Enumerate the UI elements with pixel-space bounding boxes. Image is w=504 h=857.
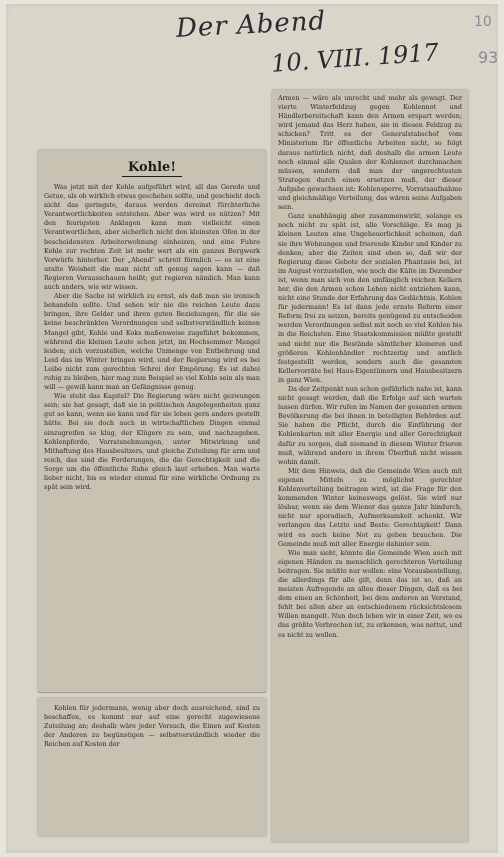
paragraph: Kohlen für jedermann, wenig aber doch ausreichend, sind zu beschaffen, es kommt nur auf eine gerecht zugewiesene Zuteilung an; deshalb wäre jeder Versuch, die Einen auf Kosten der Anderen zu begünstigen — selbstverständlich wieder die Reichen auf Kosten der	[44, 704, 260, 749]
paragraph: Armen — wäre als unrecht und mehr als gewagt. Der vierte Winterfeldzug gegen Kohlennot und Händlerbereitschaft kann den Armen erspart werden; wird jemand das Herz haben, sie in diesen Feldzug zu schicken? Tritt es der Generalstabschef vom Ministerium für öffentliche Arbeiten nicht, so folgt daraus natürlich nicht, daß deshalb die armen Leute noch einmal alle Qualen der Kohlennot durchmachen müssen, sondern daß man der ungerechtesten Strategen durch einen ersetzen muß, der dieser Aufgabe gewachsen ist: Kohlensperre, Vorratsaufnahme und gleichmäßige Verteilung, das wären seine Aufgaben sein.	[278, 94, 462, 212]
newspaper-name-handwritten: Der Abend	[175, 6, 327, 44]
paragraph: Aber die Sache ist wirklich zu ernst, als daß man sie ironisch behandeln sollte. Und sehen wir nie die reichen Leute dazu bringen, ihre Gelder und ihren guten Beziehungen, für die sie keine beschränkten Verordnungen und selbstverständlich keinen Mangel gibt, Kohle und Koks maßenweise zugeführt bekommen, während die kleinen Leute schon jetzt, im Hochsommer Mangel leiden; sich vorzustellen, welche Unmenge von Entbehrung und Leid das im Winter bringen wird, und der Regierung wird es bei Leibe nicht zum gerechten Schrei der Empörung. Es ist dabei ruhig zu bleiben, hier mag zum Beispiel so viel Kohle sein als man will — gewiß kann man an Gefängnisse genug.	[44, 292, 260, 392]
article-body-left-top	[38, 183, 266, 492]
column-divider	[38, 692, 266, 693]
article-body-left-bottom	[38, 698, 266, 749]
article-body-right	[272, 90, 468, 640]
paragraph: Wie man sieht, könnte die Gemeinde Wien auch mit eigenen Händen zu menschlich gerechteren Verteilung beitragen. Sie müßte nur wollen: eine Vorausbestellung, die allerdings für alle gilt, denn das ist so, daß an meisten Aufregende an allen dieser Dingen, daß es bei dem einen an Schönheit, bei dem anderen an Verstand, fehlt bei allen aber an entschiedenem rücksichtslosem Willen mangelt. Nun doch leben wir in einer Zeit, wo es das größte Verbrechen ist, zu erkennen, was nottut, und es nicht zu wollen.	[278, 548, 462, 639]
paragraph: Da der Zeitpunkt nun schon gefährlich nahe ist, kann nicht gesagt werden, daß die Erfolge auf sich warten lassen dürfen. Wir rufen im Namen der gesamten armen Bevölkerung die bei ihnen in beteiligten Behörden auf. Sie haben die Pflicht, durch die Einführung der Kohlenkarten mit aller Energie und aller Gerechtigkeit dafür zu sorgen, daß niemand in diesem Winter frieren muß, während andere in ihrem Überfluß nicht wissen wohin damit.	[278, 385, 462, 466]
clipping-column-left-bottom	[38, 698, 266, 836]
paragraph: Was jetzt mit der Kohle aufgeführt wird, all das Gerede und Getue, als ob wirklich etwas geschehen sollte, und geschieht doch nicht das geringste, daraus werden dereinst fürchterliche Verantwortlichkeiten entstehen. Aber was wird es nützen? Mit den feurigsten Anklagen kann man vielleicht einen Verantwortlichen, aber sicherlich nicht den kleinsten Ofen in der bescheidensten Arbeiterwohnung einheizen, und eine Fuhre Kohle zur rechten Zeit ist mehr wert als ein ganzes Bergwerk Vorwürfe hinterher. Der „Abend“ schreit förmlich — es ist eine uralte Weisheit die man nicht oft genug sagen kann — daß Regieren Vorausschauen heißt; gut regieren nämlich. Man kann auch anders, wie wir wissen.	[44, 183, 260, 292]
date-handwritten: 10. VIII. 1917	[270, 38, 440, 78]
article-title	[38, 160, 266, 177]
paragraph: Mit dem Hinweis, daß die Gemeinde Wien auch mit eigenen Mitteln zu möglichst gerechter Kohlenverteilung beitragen wird, ist die Frage für den kommenden Winter keineswegs gelöst. Sie wird nur lösbar, wenn sie dem Wiener das ganze Jahr hindurch, nicht nur sporadisch, Aufmerksamkeit schenkt. Wir verlangen das Letzte und Beste: Gerechtigkeit! Dann wird es auch keine Not zu geben brauchen. Die Gemeinde muß mit aller Energie dahinter sein.	[278, 466, 462, 548]
paragraph: Ganz unabhängig aber zusammenwirkt, solange es noch nicht zu spät ist, alle Vorschläge. Es mag ja kleinen Leuten eine Ungeheuerlichkeit scheinen, daß sie ihre Wohnungen und frierende Kinder und Kinder zu denken; aber die Zeiten sind eben so, daß wir der Regierung diese Gebote der sozialen Phantasie bei, ist im August vorzustellen, wie noch die Kälte im Dezember ist, wenn man sich von den umfänglich reichen Kellern her, die den Armen schon Leben nicht entziehen kann, nicht eine Stunde der Erfahrung das Gedächtnis. Kohlen für jedermann! Es ist dann jede ernste Reform einer Reform frei zu setzen, bereits genügend zu entscheiden werden Verordnungen selbst mit noch so viel Kohlen bis in die Reichsten. Eine Staatskommission müßte gestellt und nicht nur die Bestände sämtlicher kleineren und größeren Kohlenhändler rechtzeitig und amtlich festgestellt werden, sondern auch die gesamten Kellervorräte bei Haus-Eigentümern und Hausbesitzern in ganz Wien.	[278, 212, 462, 384]
clipping-column-left-top	[38, 150, 266, 692]
article-title-text: Kohle!	[122, 160, 182, 177]
archive-number-mark: 10	[474, 14, 492, 30]
clipping-column-right	[272, 90, 468, 842]
archive-folio-mark: 93	[478, 48, 499, 67]
paragraph: Wie steht das Kapitel? Die Regierung wäre nicht gezwungen sein; sie hat gesagt, daß sie in politischen Angelegenheiten ganz gut so kann, wenn sie kann und für sie leben gern anders gestellt hätte. Bei sie doch auch in wirtschaftlichen Dingen einmal einzugreifen so klug, der Klügere zu sein, und nachzugeben. Kohlenpferde, Vorratsnehmungen, unter Mitwirkung und Mithaftung des Hausbesitzers, und gleiche Zuteilung für arm und reich, das sind die Forderungen, die die Gerechtigkeit und die Sorge um die öffentliche Ruhe gleich laut erheben. Man warte lieber nicht, bis es wieder einmal für eine wirkliche Ordnung zu spät sein wird.	[44, 392, 260, 492]
